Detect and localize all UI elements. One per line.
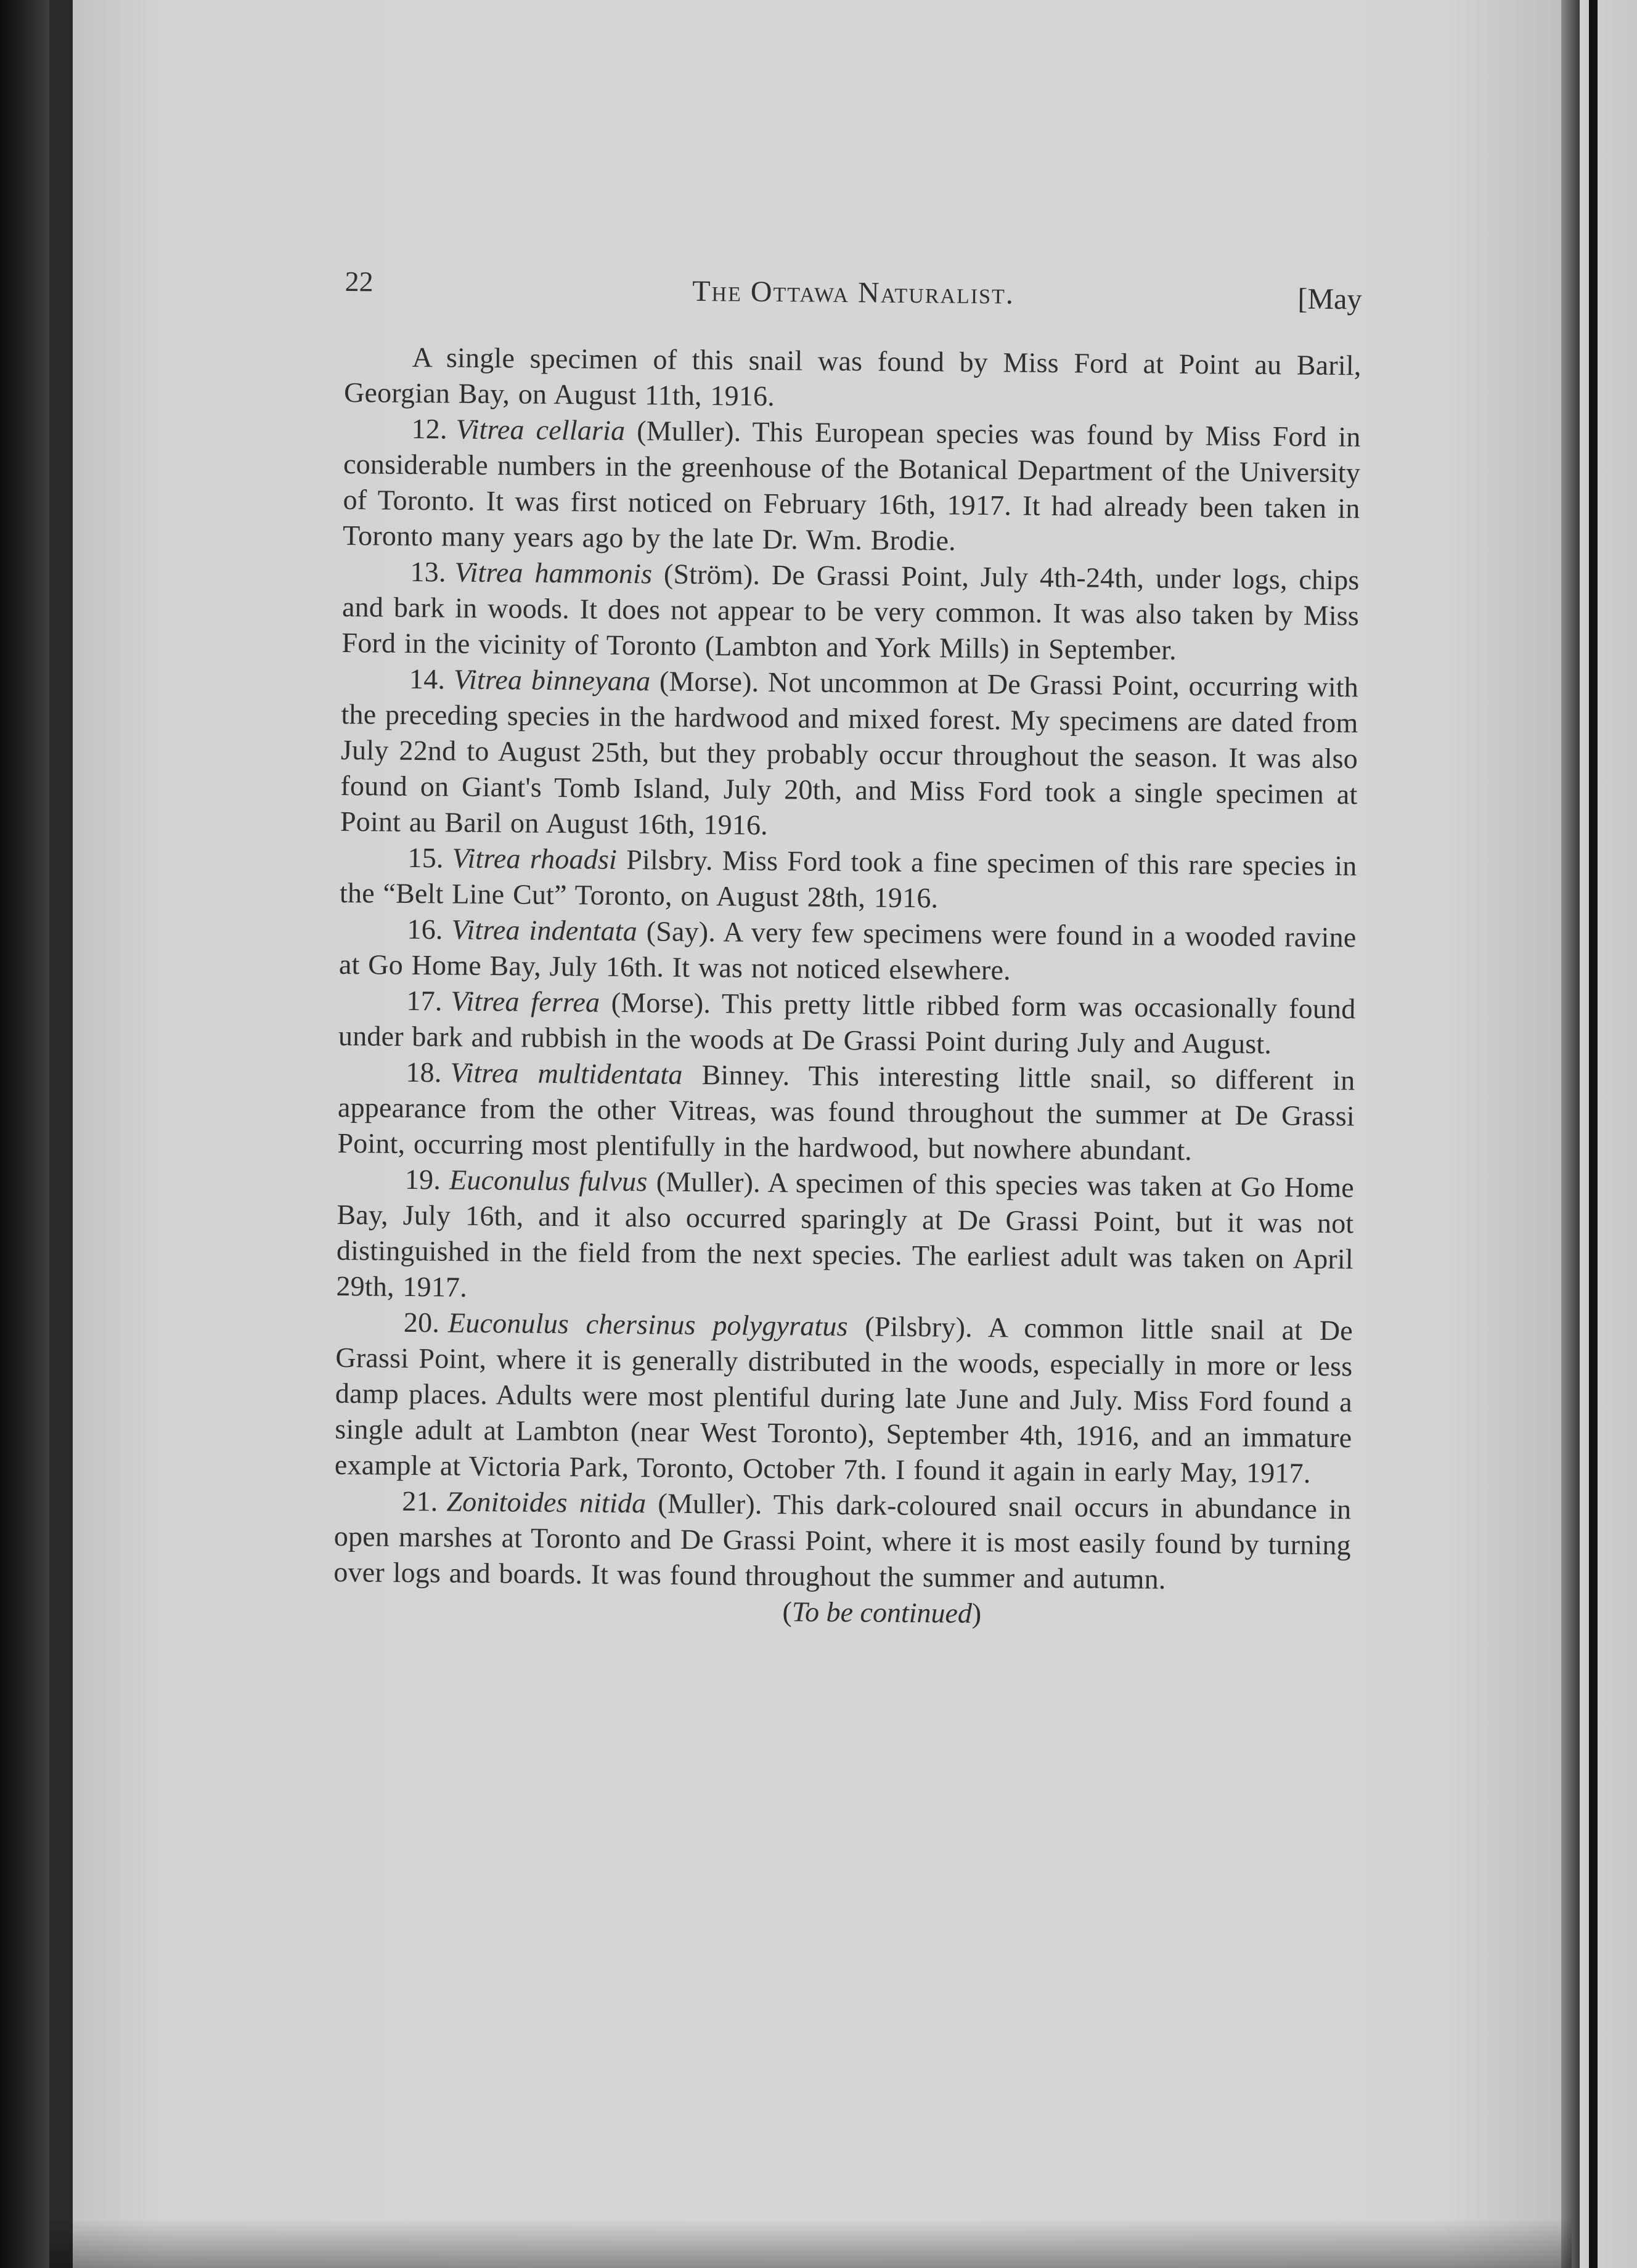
entry-text: Pilsbry. Miss Ford took a fine specimen of this rare species in the “Belt Line Cut” Toronto, on August 28th, 1916. [339, 844, 1357, 914]
entry-text: (Pilsbry). A common little snail at De Grassi Point, where it is generally distributed in the woods, especially in more or less damp places. Adults were most plentiful during late June and July. Miss Ford found a single adult at Lambton (near West Toronto), September 4th, 1916, and an immature example at Victoria Park, Toronto, October 7th. I found it again in early May, 1917. [334, 1310, 1353, 1489]
book-binding-shadow [0, 0, 49, 2268]
taxon-name: Zonitoides nitida [446, 1485, 647, 1519]
species-entry-19 [336, 1161, 1354, 1313]
entry-text: (Muller). A specimen of this species was taken at Go Home Bay, July 16th, and it also occurred sparingly at De Grassi Point, but it was not distinguished in the field from the next species. The earliest adult was taken on April 29th, 1917. [336, 1165, 1355, 1303]
page-edge-shadow [1561, 0, 1580, 2268]
entry-text: (Morse). Not uncommon at De Grassi Point, occurring with the preceding species in the hardwood and mixed forest. My specimens are dated from July 22nd to August 25th, but they probably occur throughout the season. It was also found on Giant's Tomb Island, July 20th, and Miss Ford took a single specimen at Point au Baril on August 16th, 1916. [340, 665, 1359, 841]
species-entry-13 [341, 553, 1359, 669]
species-entry-18 [337, 1054, 1355, 1170]
species-entry-14 [340, 661, 1358, 848]
species-entry-12 [343, 410, 1361, 562]
entry-text: Binney. This interesting little snail, so different in appearance from the other Vitreas, was found throughout the summer at De Grassi Point, occurring most plentifully in the hardwood, but nowhere abundant. [337, 1059, 1355, 1167]
species-entry-20 [335, 1304, 1353, 1491]
species-entry-17 [338, 982, 1356, 1063]
page-content [333, 259, 1362, 1663]
open-paren: ( [782, 1596, 793, 1628]
entry-text: (Ström). De Grassi Point, July 4th-24th, under logs, chips and bark in woods. It does not appear to be very common. It was also taken by Miss Ford in the vicinity of Toronto (Lambton and York Mills) in September. [341, 558, 1360, 666]
taxon-name: Vitrea rhoadsi [452, 842, 618, 875]
entry-number: 14. [409, 663, 446, 695]
page-gutter-line [1589, 0, 1598, 2268]
running-head [345, 259, 1362, 317]
entry-number: 19. [404, 1163, 441, 1196]
entry-number: 20. [403, 1306, 440, 1339]
page-number: 22 [345, 265, 374, 298]
entry-number: 12. [411, 412, 447, 445]
taxon-name: Vitrea indentata [451, 913, 638, 947]
intro-paragraph: A single specimen of this snail was found by Miss Ford at Point au Baril, Georgian Bay, on August 11th, 1916. [343, 341, 1361, 412]
entry-number: 15. [407, 841, 444, 874]
entry-number: 17. [406, 984, 443, 1017]
entry-number: 13. [410, 555, 446, 588]
species-entry-15 [340, 839, 1357, 920]
entry-number: 18. [406, 1056, 442, 1088]
taxon-name: Euconulus fulvus [449, 1164, 648, 1197]
continued-text: To be continued [791, 1596, 973, 1629]
issue-month: [May [1297, 282, 1362, 316]
taxon-name: Vitrea cellaria [455, 413, 626, 446]
species-entry-21 [333, 1483, 1351, 1599]
taxon-name: Vitrea ferrea [451, 985, 600, 1018]
entry-text: (Say). A very few specimens were found in a wooded ravine at Go Home Bay, July 16th. It was not noticed elsewhere. [338, 915, 1357, 986]
next-page-edge [1580, 0, 1637, 2268]
entry-number: 16. [407, 913, 443, 945]
close-paren: ) [971, 1597, 982, 1630]
entry-text: (Muller). This European species was found by Miss Ford in considerable numbers in the greenhouse of the Botanical Department of the University of Toronto. It was first noticed on February 16th, 1917. It had already been taken in Toronto many years ago by the late Dr. Wm. Brodie. [342, 415, 1361, 557]
taxon-name: Vitrea hammonis [454, 556, 653, 590]
taxon-name: Vitrea binneyana [453, 663, 651, 697]
species-entry-16 [339, 911, 1357, 991]
bottom-shadow [49, 2219, 1572, 2268]
taxon-name: Vitrea multidentata [450, 1056, 683, 1090]
entry-text: (Muller). This dark-coloured snail occurs in abundance in open marshes at Toronto and De Grassi Point, where it is most easily found by turning over logs and boards. It was found throughout the summer and autumn. [333, 1487, 1352, 1595]
entry-text: (Morse). This pretty little ribbed form was occasionally found under bark and rubbish in the woods at De Grassi Point during July and August. [338, 986, 1356, 1060]
journal-title: The Ottawa Naturalist. [692, 274, 1015, 311]
taxon-name: Euconulus chersinus polygyratus [447, 1307, 848, 1342]
entry-number: 21. [402, 1485, 438, 1517]
